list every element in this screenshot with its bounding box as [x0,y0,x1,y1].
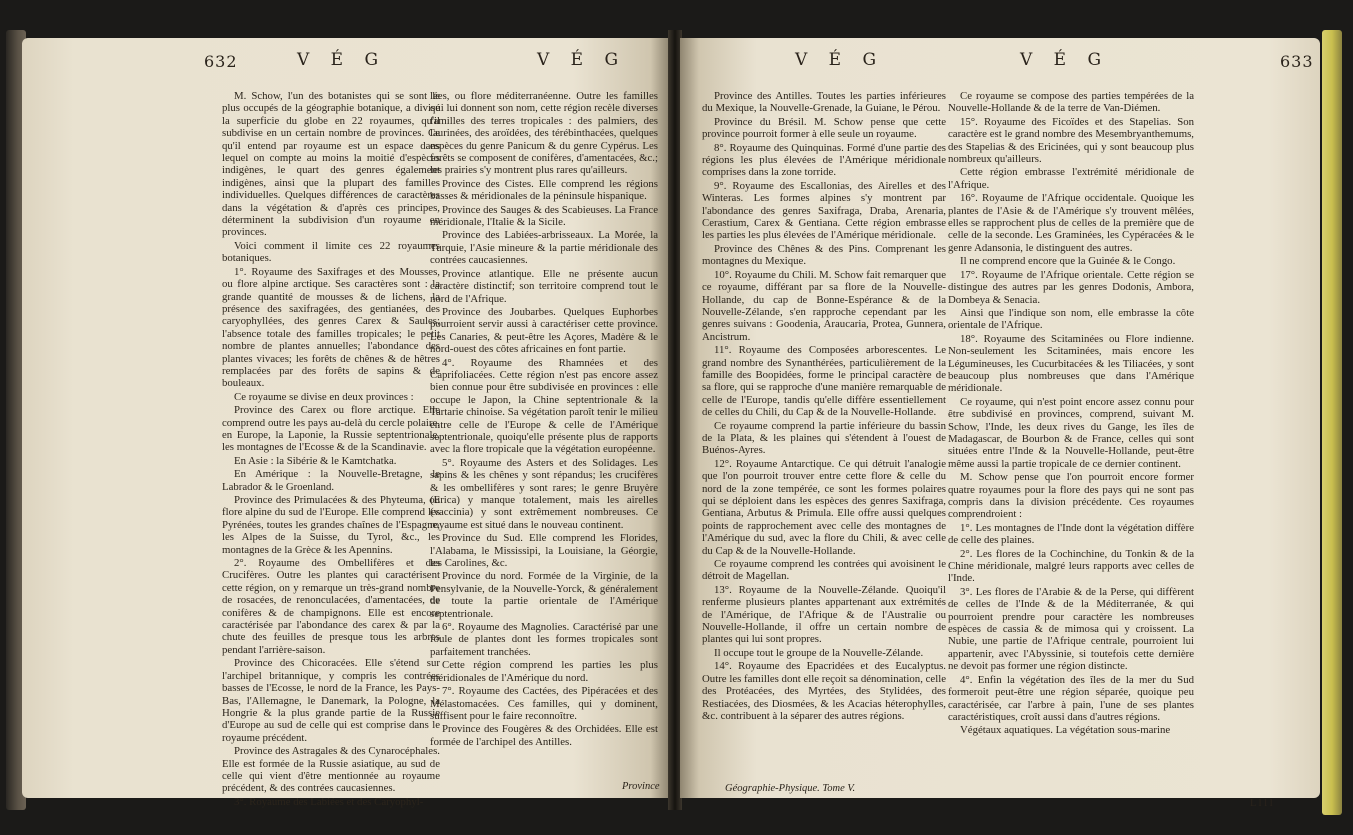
paragraph: 2°. Les flores de la Cochinchine, du Tonkin & de la Chine méridionale, malgré leurs rapports avec celles de l'Inde. [948,547,1194,585]
paragraph: Ce royaume comprend la partie inférieure du bassin de la Plata, & les plaines qui s'étendent à l'ouest de Buénos-Ayres. [702,419,946,457]
gathering-signature: L l l l [1250,798,1273,809]
paragraph: 14°. Royaume des Epacridées et des Eucalyptus. Outre les familles dont elle reçoit sa dénomination, celle des Protéacées, des Myrtées, des Stylidées, des Restiacées, des Diosmées, & les Acacias héterophylles, &c. contribuent à la séparer des autres régions. [702,660,946,722]
paragraph: Cette région comprend les parties les plus méridionales de l'Amérique du nord. [430,659,658,684]
paragraph: Province des Carex ou flore arctique. Elle comprend outre les pays au-delà du cercle polaire, en Europe, la Laponie, la Russie septentrionale, les montagnes de l'Ecosse & de la Scandinavie. [222,404,440,454]
paragraph: 3°. Les flores de l'Arabie & de la Perse, qui diffèrent de celles de l'Inde & de la Méditerranée, & qui pourroient prendre pour caractère les nombreuses espèces de cassia & de mimosa qui y croissent. La Nubie, une partie de l'Afrique centrale, pourroient lui appartenir, avec l'Abyssinie, si toutefois cette dernière ne devoit pas former une région distincte. [948,585,1194,673]
paragraph: 2°. Royaume des Ombellifères et des Crucifères. Outre les plantes qui caractérisent cette région, on y remarque un très-grand nombre de rosacées, de renonculacées, d'amentacées, de conifères & de champignons. Elle est encore caractérisée par l'abondance des carex & par la chute des feuilles de presque tous les arbres pendant l'arrière-saison. [222,557,440,656]
paragraph: Ce royaume se divise en deux provinces : [234,390,414,403]
left-page [22,38,670,808]
paragraph: Il ne comprend encore que la Guinée & le Congo. [960,255,1176,268]
paragraph: 9°. Royaume des Escallonias, des Airelles et des Winteras. Les formes alpines s'y montrent par l'abondance des genres Saxifraga, Draba, Arenaria, Cerastium, Carex & Gentiana. Cette région embrasse les parties les plus élevées de l'Amérique méridionale. [702,179,946,242]
right-page-edges [1322,30,1342,815]
paragraph: Ce royaume comprend les contrées qui avoisinent le détroit de Magellan. [702,558,946,583]
paragraph: En Asie : la Sibérie & le Kamtchatka. [234,454,397,467]
running-head-right-col1: V É G [795,50,885,70]
left-page-column-1 [222,90,440,809]
paragraph: 1°. Royaume des Saxifrages et des Mousses, ou flore alpine arctique. Ses caractères sont : la grande quantité de mousses & de lichens, la présence des saxifragées, des gentianées, des caryophyllées, des genres Carex & Saules; l'absence totale des familles tropicales; le petit nombre de plantes annuelles; l'abondance des plantes vivaces; les forêts de chênes & de hêtres remplacées par des forêts de sapins & de bouleaux. [222,265,440,390]
paragraph: Voici comment il limite ces 22 royaumes botaniques. [222,239,440,265]
paragraph: 12°. Royaume Antarctique. Ce qui détruit l'analogie que l'on pourroit trouver entre cette flore & celle du nord de la zone tempérée, ce sont les formes polaires qui se déploient dans les espèces des genres Saxifraga, Gentiana, Arbutus & Primula. Elle offre aussi quelques points de rapprochement avec celle des montagnes de l'Amérique du sud, avec la flore du Chili, & avec celle du Cap & de la Nouvelle-Hollande. [702,457,946,557]
catchword: Province [622,781,660,792]
paragraph: 11°. Royaume des Composées arborescentes. Le grand nombre des Synanthérées, particulièrement de la famille des Boopidées, forme le principal caractère de sa flore, qui se rapproche d'une manière remarquable de celle de l'Europe, tandis qu'elle diffère essentiellement de celles du Chili, du Cap & de la Nouvelle-Hollande. [702,344,946,419]
paragraph: 8°. Royaume des Quinquinas. Formé d'une partie des régions les plus élevées de l'Amérique méridionale comprises dans la zone torride. [702,141,946,179]
paragraph: Végétaux aquatiques. La végétation sous-marine [960,724,1171,737]
paragraph: Province des Fougères & des Orchidées. Elle est formée de l'archipel des Antilles. [430,723,658,748]
left-page-column-2 [430,90,658,749]
paragraph: 10°. Royaume du Chili. M. Schow fait remarquer que ce royaume, différant par sa flore de la Nouvelle-Hollande, du cap de Bonne-Espérance & de la Nouvelle-Zélande, s'en rapproche cependant par les genres suivans : Goodenia, Araucaria, Protea, Gunnera, Ancistrum. [702,268,946,343]
paragraph: 3°. Royaume des Labiées et des Caryophyl- [234,795,424,808]
page-number-right: 633 [1280,52,1314,71]
paragraph: 13°. Royaume de la Nouvelle-Zélande. Quoiqu'il renferme plusieurs plantes appartenant aux extrémités de l'Amérique, de l'Afrique & de l'Australie ou Nouvelle-Hollande, il offre un certain nombre de plantes qui lui sont propres. [702,583,946,646]
paragraph: M. Schow pense que l'on pourroit encore former quatre royaumes pour la flore des pays qui ne sont pas compris dans la division précédente. Ces royaumes comprendroient : [948,471,1194,521]
paragraph: Province du Sud. Elle comprend les Florides, l'Alabama, le Mississipi, la Louisiane, la Géorgie, les Carolines, &c. [430,532,658,570]
paragraph: Province des Joubarbes. Quelques Euphorbes pourroient servir aussi à caractériser cette province. Les Canaries, & peut-être les Açores, Madère & le nord-ouest des côtes africaines en font partie. [430,305,658,356]
paragraph: lées, ou flore méditerranéenne. Outre les familles qui lui donnent son nom, cette région recèle diverses familles des terres tropicales : des palmiers, des laurinées, des aroïdées, des térébinthacées, quelques espèces du genre Panicum & du genre Cypérus. Les forêts se composent de conifères, d'amentacées, &c.; les prairies s'y montrent plus rares qu'ailleurs. [430,90,658,177]
paragraph: 7°. Royaume des Cactées, des Pipéracées et des Mélastomacées. Ces familles, qui y dominent, suffisent pour le faire reconnoître. [430,685,658,722]
paragraph: Province du Brésil. M. Schow pense que cette province pourroit former à elle seule un royaume. [702,115,946,141]
running-head-left-col1: V É G [297,50,387,70]
running-head-right-col2: V É G [1020,50,1110,70]
paragraph: Province des Labiées-arbrisseaux. La Morée, la Turquie, l'Asie mineure & la partie méridionale des contrées caucasiennes. [430,229,658,267]
paragraph: Province des Sauges & des Scabieuses. La France méridionale, l'Italie & la Sicile. [430,203,658,229]
paragraph: Province atlantique. Elle ne présente aucun caractère distinctif; son territoire comprend tout le nord de l'Afrique. [430,267,658,305]
paragraph: 18°. Royaume des Scitaminées ou Flore indienne. Non-seulement les Scitaminées, mais encore les Légumineuses, les Cucurbitacées & les Tiliacées, y sont beaucoup plus nombreuses que dans l'Amérique méridionale. [948,332,1194,395]
paragraph: Il occupe tout le groupe de la Nouvelle-Zélande. [714,646,924,659]
paragraph: 6°. Royaume des Magnolies. Caractérisé par une foule de plantes dont les formes tropicales sont parfaitement tranchées. [430,621,658,658]
paragraph: Ce royaume se compose des parties tempérées de la Nouvelle-Hollande & de la terre de Van-Diémen. [948,90,1194,115]
volume-signature: Géographie-Physique. Tome V. [725,783,856,794]
paragraph: Cette région embrasse l'extrémité méridionale de l'Afrique. [948,166,1194,191]
paragraph: Province des Antilles. Toutes les parties inférieures du Mexique, la Nouvelle-Grenade, la Guiane, le Pérou. [702,90,946,115]
paragraph: En Amérique : la Nouvelle-Bretagne, le Labrador & le Groenland. [222,468,440,493]
right-page-column-2 [948,90,1194,738]
paragraph: Province des Astragales & des Cynarocéphales. Elle est formée de la Russie asiatique, au sud de celle qui vient d'être mentionnée au royaume précédent, & des contrées caucasiennes. [222,745,440,795]
paragraph: 4°. Royaume des Rhamnées et des Caprifoliacées. Cette région n'est pas encore assez bien connue pour être subdivisée en provinces : elle occupe le Japon, la Chine septentrionale & la Tartarie chinoise. Sa végétation paroît tenir le milieu entre celle de l'Europe & celle de l'Amérique septentrionale, quoiqu'elle présente plus de rapports avec la flore tropicale que la végétation européenne. [430,356,658,456]
paragraph: M. Schow, l'un des botanistes qui se sont le plus occupés de la géographie botanique, a divisé la superficie du globe en 22 royaumes, qu'il subdivise en un certain nombre de provinces. Ce qu'il entend par royaume est un espace dans lequel on compte au moins la moitié d'espèces indigènes, le quart des genres également indigènes, ainsi que la plupart des familles individuelles. Quelques différences de caractères dans la végétation & d'après ces principes, déterminent la subdivision d'un royaume en provinces. [222,90,440,239]
paragraph: Province des Primulacées & des Phyteuma, ou flore alpine du sud de l'Europe. Elle comprend les Pyrénées, toutes les grandes chaînes de l'Espagne, les Alpes de la Suisse, du Tyrol, &c., les montagnes de la Grèce & les Apennins. [222,494,440,556]
paragraph: Ce royaume, qui n'est point encore assez connu pour être subdivisé en provinces, comprend, suivant M. Schow, l'Inde, les deux rives du Gange, les îles de Madagascar, de Bourbon & de France, celles qui sont situées entre l'Inde & la Nouvelle-Hollande, peut-être même aussi la partie tropicale de ce dernier continent. [948,395,1194,470]
right-page [680,38,1320,809]
paragraph: 15°. Royaume des Ficoïdes et des Stapelias. Son caractère est le grand nombre des Mesembryanthemums, des Stapelias & des Ericinées, qui y sont beaucoup plus nombreux qu'ailleurs. [948,115,1194,166]
paragraph: Province des Cistes. Elle comprend les régions basses & méridionales de la péninsule hispanique. [430,177,658,203]
paragraph: 17°. Royaume de l'Afrique orientale. Cette région se distingue des autres par les genres Dodonis, Ambora, Dombeya & Senacia. [948,268,1194,306]
paragraph: 5°. Royaume des Asters et des Solidages. Les sapins & les chênes y sont répandus; les crucifères & les ombellifères y sont rares; le genre Bruyère (Erica) y manque totalement, mais les airelles (vaccinia) y sont extrêmement nombreuses. Ce royaume est situé dans le nouveau continent. [430,456,658,531]
paragraph: Province des Chênes & des Pins. Comprenant les montagnes du Mexique. [702,242,946,268]
page-number-left: 632 [204,52,238,71]
running-head-left-col2: V É G [537,50,627,70]
paragraph: Province du nord. Formée de la Virginie, de la Pensylvanie, de la Nouvelle-Yorck, & généralement de toute la partie orientale de l'Amérique septentrionale. [430,570,658,620]
paragraph: 16°. Royaume de l'Afrique occidentale. Quoique les plantes de l'Asie & de l'Amérique s'y trouvent mêlées, elles se rapprochent plus de celles de la première que de celle de la seconde. Les Graminées, les Cypéracées & le genre Adansonia, le distinguent des autres. [948,192,1194,254]
right-page-column-1 [702,90,946,723]
paragraph: 4°. Enfin la végétation des îles de la mer du Sud formeroit peut-être une région séparée, quoique peu caractérisée, car l'arbre à pain, l'une de ses plantes caractéristiques, croît aussi dans d'autres régions. [948,673,1194,723]
paragraph: Ainsi que l'indique son nom, elle embrasse la côte orientale de l'Afrique. [948,306,1194,332]
paragraph: 1°. Les montagnes de l'Inde dont la végétation diffère de celle des plaines. [948,521,1194,547]
paragraph: Province des Chicoracées. Elle s'étend sur l'archipel britannique, y compris les contrées basses de l'Ecosse, le nord de la France, les Pays-Bas, l'Allemagne, le Danemark, la Pologne, la Hongrie & la plus grande partie de la Russie d'Europe au sud de celle qui est comprise dans le royaume précédent. [222,657,440,744]
